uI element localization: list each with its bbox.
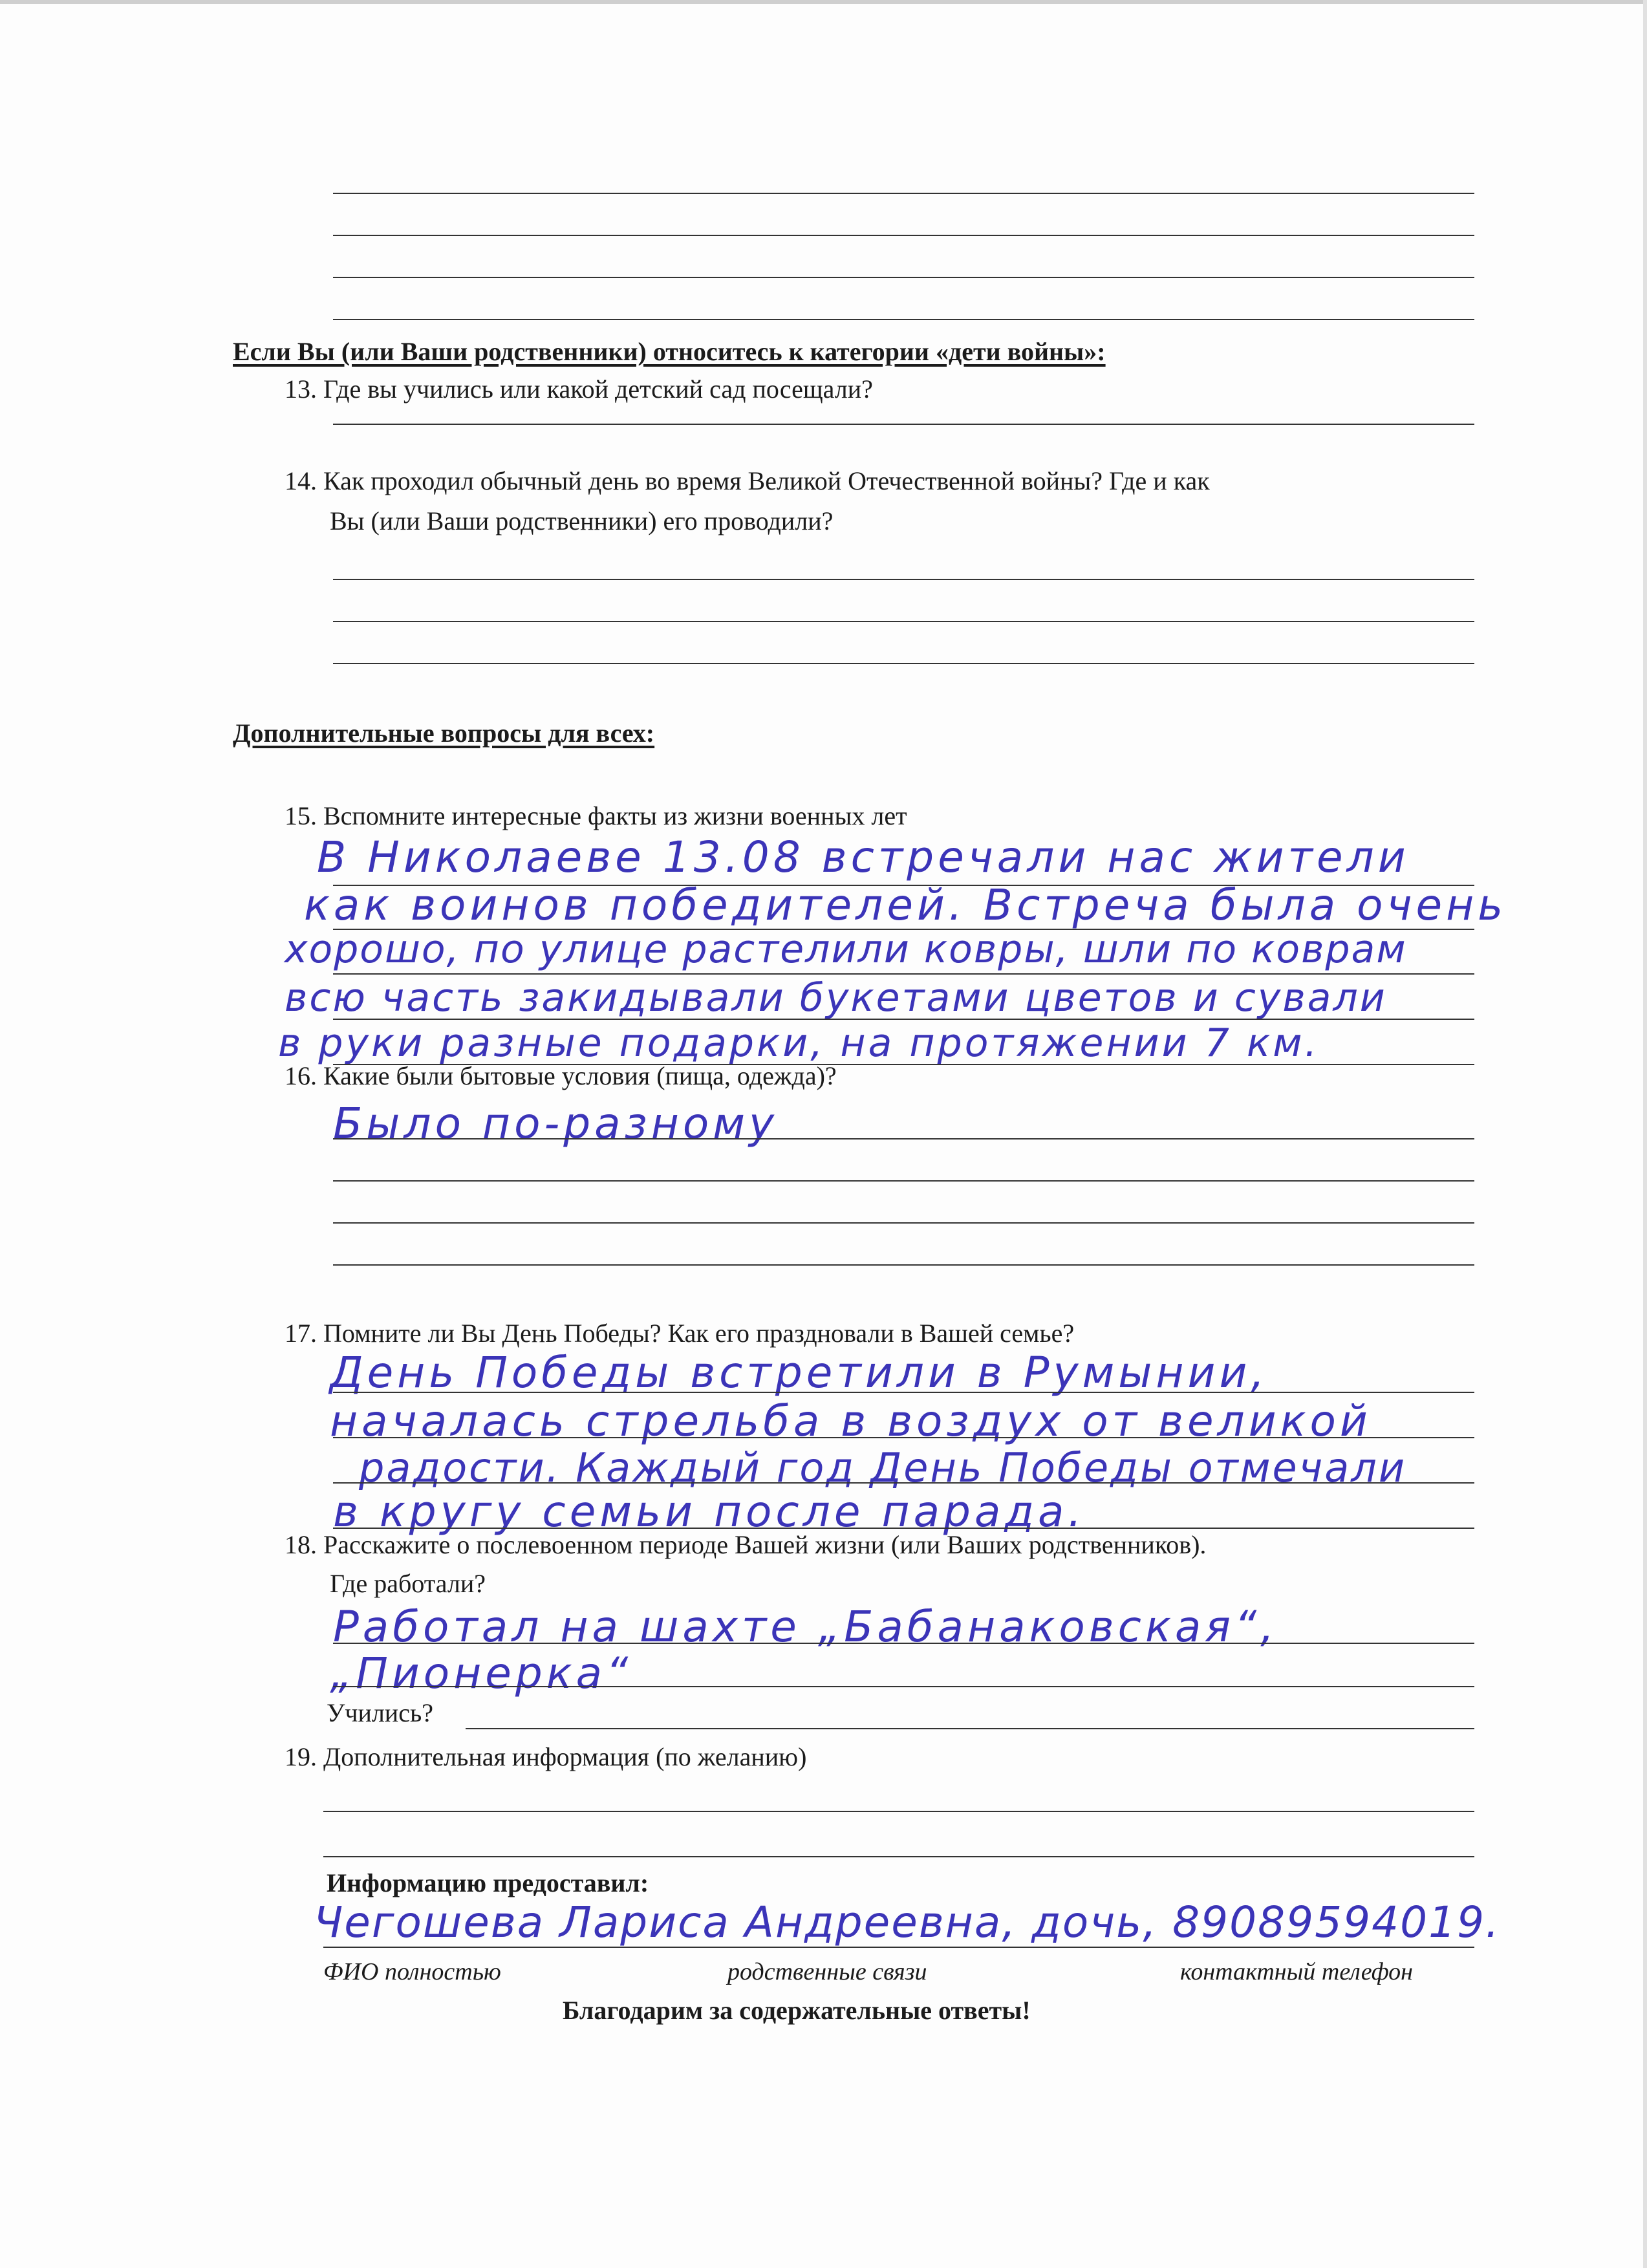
answer-line (333, 277, 1474, 278)
caption-phone: контактный телефон (1180, 1958, 1414, 1985)
answer-line (333, 1180, 1474, 1182)
section-heading-all: Дополнительные вопросы для всех: (233, 718, 655, 748)
question-19: 19. Дополнительная информация (по желанию) (285, 1742, 807, 1771)
answer-line (333, 1222, 1474, 1224)
answer-line (333, 193, 1474, 194)
page-edge-top (0, 0, 1647, 4)
answer-line-study (466, 1728, 1474, 1729)
answer-17-line-1: День Победы встретили в Румынии, (330, 1348, 1269, 1398)
provided-by-value: Чегошева Лариса Андреевна, дочь, 89089594019. (314, 1897, 1501, 1947)
answer-line (333, 1686, 1474, 1687)
question-18-work-label: Где работали? (330, 1569, 486, 1598)
answer-15-line-4: всю часть закидывали букетами цветов и сували (285, 975, 1387, 1021)
answer-line (333, 885, 1474, 886)
caption-full-name: ФИО полностью (323, 1958, 501, 1985)
answer-line (333, 973, 1474, 975)
answer-line (333, 235, 1474, 236)
answer-16: Было по-разному (333, 1099, 779, 1149)
answer-line (333, 579, 1474, 580)
question-17: 17. Помните ли Вы День Победы? Как его праздновали в Вашей семье? (285, 1319, 1075, 1348)
answer-line (323, 1811, 1474, 1812)
question-13: 13. Где вы учились или какой детский сад посещали? (285, 374, 873, 404)
thanks-note: Благодарим за содержательные ответы! (563, 1996, 1031, 2025)
answer-line (333, 663, 1474, 664)
answer-line (333, 929, 1474, 930)
answer-line (333, 424, 1474, 425)
question-15: 15. Вспомните интересные факты из жизни военных лет (285, 801, 907, 830)
answer-line (323, 1856, 1474, 1857)
answer-15-line-3: хорошо, по улице растелили ковры, шли по коврам (285, 927, 1407, 972)
answer-line (333, 1528, 1474, 1529)
question-18: 18. Расскажите о послевоенном периоде Вашей жизни (или Ваших родственников). (285, 1530, 1207, 1559)
answer-line (333, 1019, 1474, 1020)
question-18-study-label: Учились? (327, 1698, 433, 1727)
answer-17-line-4: в кругу семьи после парада. (333, 1487, 1086, 1537)
section-heading-children: Если Вы (или Ваши родственники) относитесь к категории «дети войны»: (233, 337, 1106, 366)
answer-18-line-1: Работал на шахте „Бабанаковская“, (333, 1602, 1278, 1652)
answer-15-line-2: как воинов победителей. Встреча была очень (304, 880, 1507, 930)
answer-line (333, 1392, 1474, 1393)
answer-line (333, 1643, 1474, 1644)
answer-line (333, 1264, 1474, 1266)
answer-line (333, 621, 1474, 622)
signature-line (323, 1947, 1474, 1948)
answer-15-line-1: В Николаеве 13.08 встречали нас жители (317, 832, 1410, 882)
answer-17-line-2: началась стрельба в воздух от великой (330, 1396, 1372, 1446)
caption-relation: родственные связи (727, 1958, 927, 1985)
answer-18-line-2: „Пионерка“ (330, 1648, 632, 1698)
page-edge-right (1643, 0, 1647, 2268)
answer-line (333, 1437, 1474, 1438)
question-14-line-2: Вы (или Ваши родственники) его проводили? (330, 506, 834, 535)
answer-15-line-5: в руки разные подарки, на протяжении 7 км. (278, 1021, 1320, 1066)
answer-line (333, 1138, 1474, 1139)
question-14-line-1: 14. Как проходил обычный день во время Великой Отечественной войны? Где и как (285, 466, 1210, 495)
answer-17-line-3: радости. Каждый год День Победы отмечали (359, 1444, 1407, 1491)
answer-line (333, 1482, 1474, 1484)
answer-line (333, 319, 1474, 320)
provided-by-label: Информацию предоставил: (327, 1868, 649, 1897)
question-16: 16. Какие были бытовые условия (пища, одежда)? (285, 1061, 837, 1090)
